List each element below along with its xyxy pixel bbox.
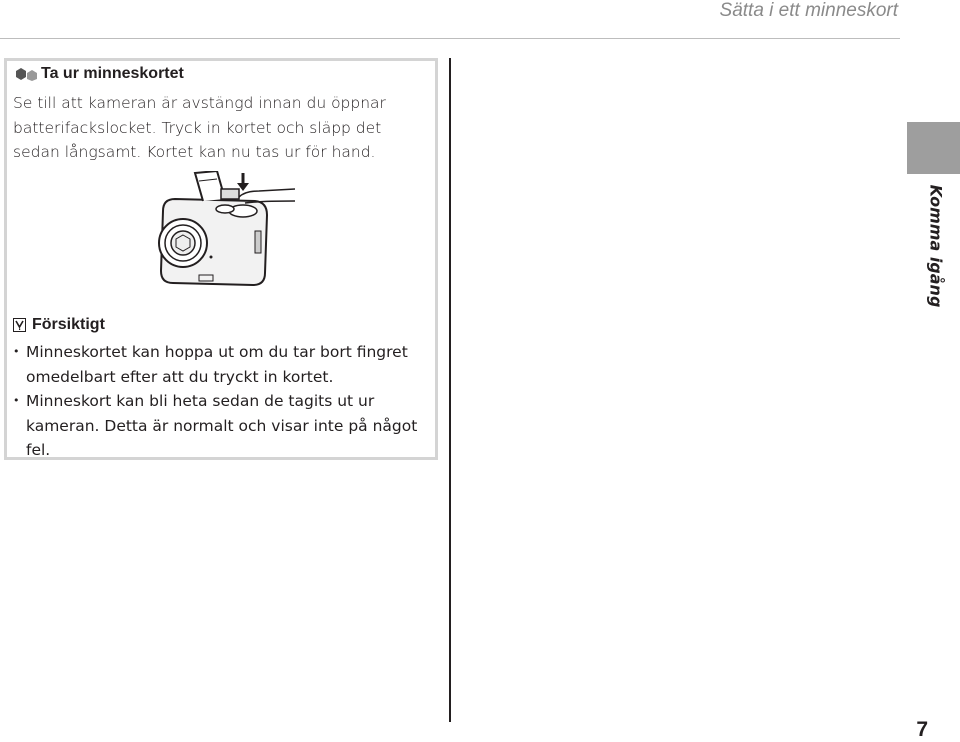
column-divider xyxy=(449,58,451,722)
list-item: • Minneskort kan bli heta sedan de tagits ut ur kameran. Detta är normalt och visar inte på något fel. xyxy=(13,389,433,463)
chapter-tab xyxy=(907,122,960,174)
tip-heading xyxy=(15,65,184,83)
page-number: 7 xyxy=(916,718,928,741)
list-item: • Minneskortet kan hoppa ut om du tar bort fingret omedelbart efter att du tryckt in kortet. xyxy=(13,340,433,389)
caution-heading-text: Försiktigt xyxy=(32,316,105,333)
chapter-label: Komma igång xyxy=(926,184,946,308)
tip-body: Se till att kameran är avstängd innan du öppnar batterifackslocket. Tryck in kortet och släpp det sedan långsamt. Kortet kan nu tas ur för hand. xyxy=(13,94,386,161)
tip-heading-text: Ta ur minneskortet xyxy=(41,65,184,82)
section-title: Sätta i ett minneskort xyxy=(719,0,898,21)
caution-heading xyxy=(13,316,105,334)
camera-illustration xyxy=(155,171,295,301)
tip-icon xyxy=(15,67,39,81)
caution-icon xyxy=(13,318,26,332)
caution-list xyxy=(13,340,433,463)
header-rule xyxy=(0,38,900,39)
info-box xyxy=(4,58,438,460)
